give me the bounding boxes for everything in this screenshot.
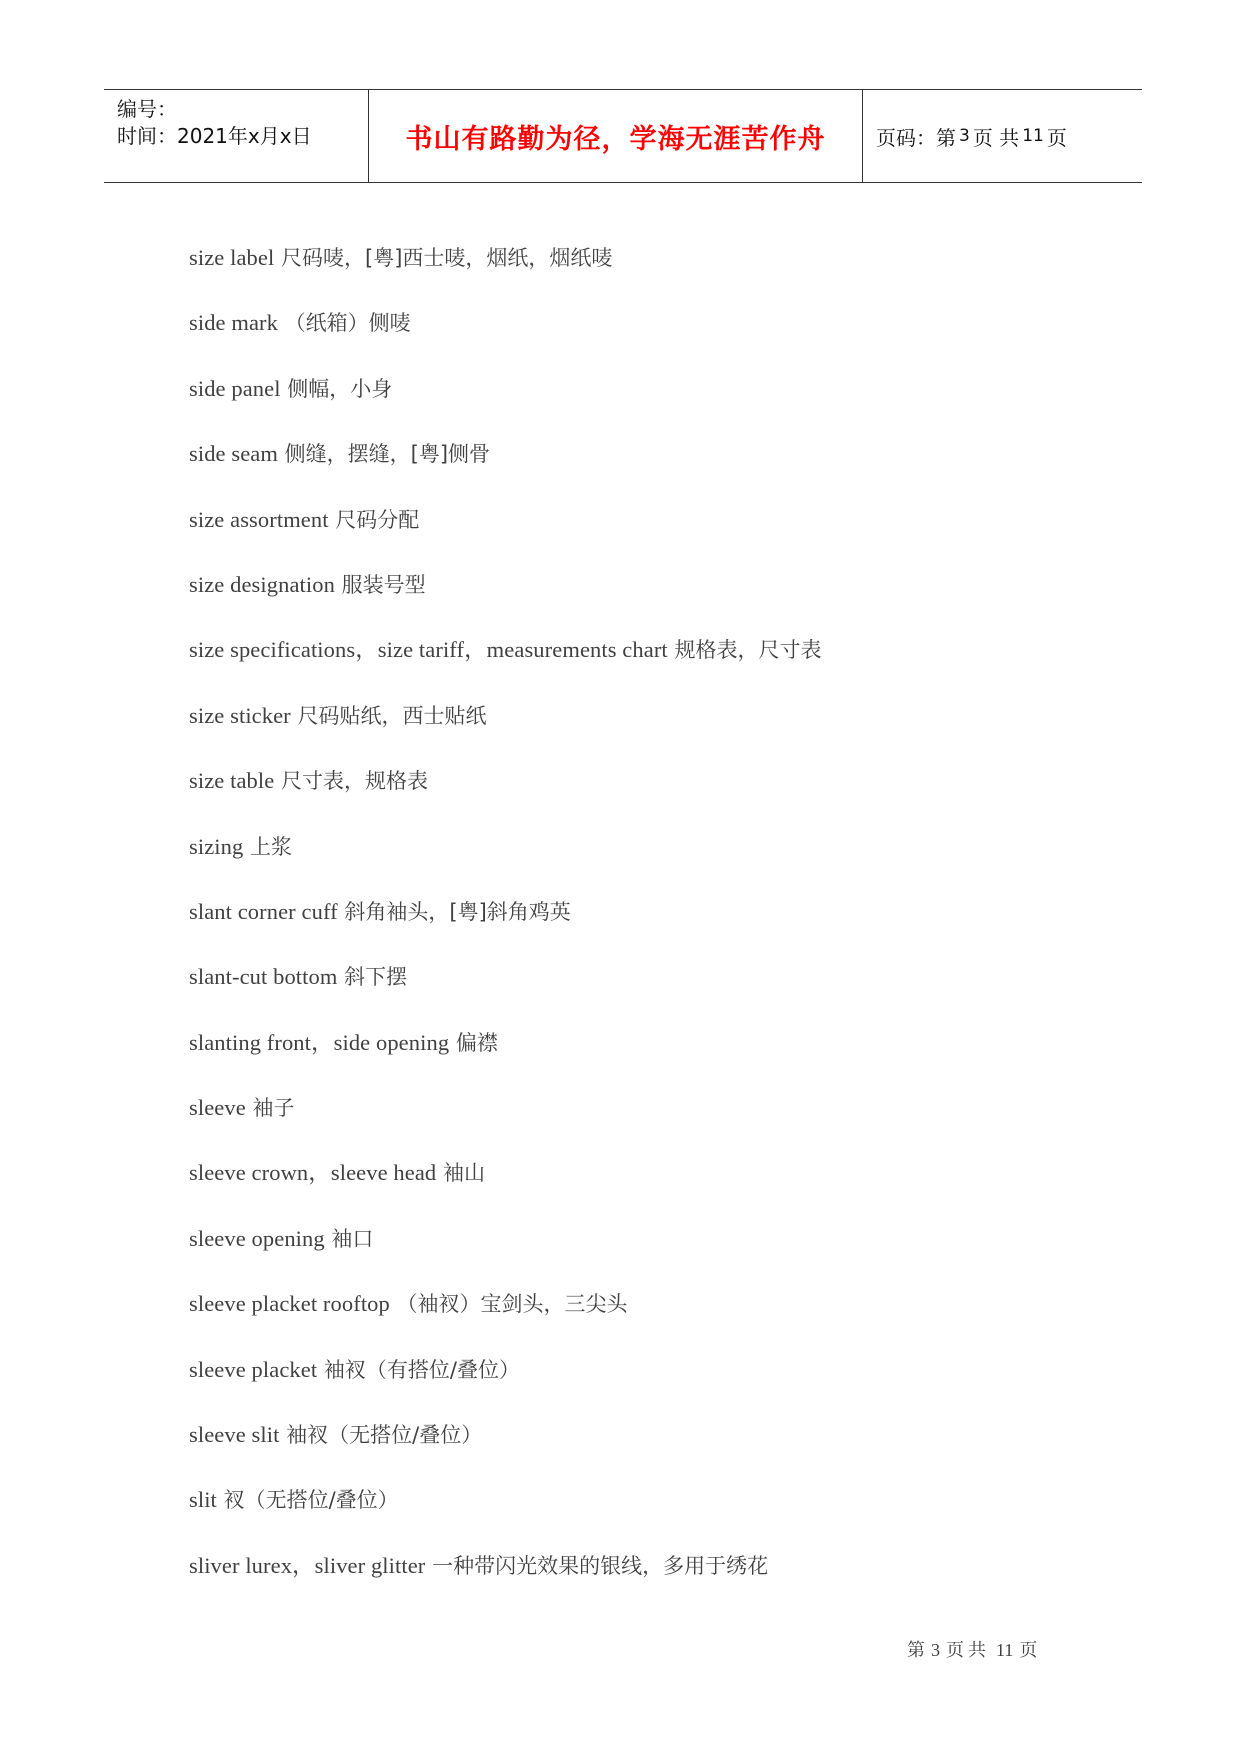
glossary-entry (189, 505, 821, 570)
term-english: side panel (189, 375, 281, 401)
header-page-suffix: 页 (1046, 125, 1067, 150)
term-chinese: 斜角袖头，[粤]斜角鸡英 (337, 899, 571, 924)
term-english: sleeve placket rooftop (189, 1291, 390, 1317)
term-english: sliver lurex，sliver glitter (189, 1552, 426, 1578)
page-footer (907, 1636, 1037, 1662)
term-english: sleeve slit (189, 1422, 280, 1448)
header-meta-cell (104, 90, 369, 182)
document-number-label: 编号： (117, 97, 177, 121)
footer-page-mid: 页 (946, 1640, 964, 1661)
term-english: size label (189, 245, 275, 270)
term-english: sleeve placket (189, 1356, 318, 1382)
term-english: size specifications，size tariff，measurements chart (189, 637, 668, 663)
glossary-entry (189, 701, 821, 766)
glossary-entry (189, 1551, 821, 1616)
term-english: size assortment (189, 506, 329, 532)
term-chinese: （袖衩）宝剑头，三尖头 (389, 1292, 628, 1317)
term-chinese: 袖衩（有搭位/叠位） (317, 1357, 520, 1382)
header-page-prefix: 页码：第 (876, 125, 956, 150)
term-english: slit (189, 1487, 217, 1513)
footer-total-prefix: 共 (968, 1640, 986, 1661)
term-chinese: 袖口 (324, 1226, 374, 1251)
header-motto-cell (369, 90, 863, 182)
document-time-label: 时间：2021年x月x日 (117, 124, 312, 148)
term-chinese: 侧幅，小身 (280, 376, 393, 401)
header-page-mid: 页 共 (972, 125, 1020, 150)
glossary-entry (189, 374, 821, 439)
header-page-total: 11 (1022, 126, 1044, 146)
term-english: size sticker (189, 702, 291, 728)
term-english: size designation (189, 571, 335, 597)
term-chinese: 袖衩（无搭位/叠位） (279, 1423, 483, 1448)
term-english: slanting front，side opening (189, 1029, 450, 1055)
term-chinese: 服装号型 (334, 572, 426, 597)
term-chinese: 袖山 (436, 1161, 485, 1186)
term-chinese: 尺码贴纸，西士贴纸 (290, 703, 487, 728)
glossary-entry (189, 635, 821, 700)
term-english: sleeve opening (189, 1225, 325, 1251)
glossary-entry (189, 1420, 821, 1485)
header-page-cell (863, 90, 1142, 182)
header-page-current: 3 (959, 126, 970, 146)
term-english: slant corner cuff (189, 898, 338, 924)
footer-page-current: 3 (931, 1640, 940, 1660)
glossary-entry (189, 1355, 821, 1420)
glossary-entry (189, 308, 821, 373)
term-english: slant-cut bottom (189, 964, 338, 990)
glossary-entry (189, 439, 821, 504)
footer-page-suffix: 页 (1019, 1640, 1038, 1661)
glossary-entry (189, 1093, 821, 1158)
term-english: sizing (189, 833, 244, 859)
glossary-entry (189, 832, 821, 897)
glossary-entry (189, 962, 821, 1027)
glossary-list (189, 243, 821, 1616)
term-chinese: 斜下摆 (337, 965, 408, 990)
glossary-entry (189, 1485, 821, 1550)
term-chinese: 衩（无搭位/叠位） (216, 1488, 399, 1513)
term-english: side mark (189, 310, 278, 336)
glossary-entry (189, 1028, 821, 1093)
term-english: sleeve crown，sleeve head (189, 1160, 437, 1186)
glossary-entry (189, 897, 821, 962)
term-english: size table (189, 768, 275, 794)
term-chinese: 偏襟 (449, 1030, 498, 1055)
term-chinese: 一种带闪光效果的银线，多用于绣花 (425, 1553, 769, 1578)
term-chinese: 尺码唛，[粤]西士唛，烟纸，烟纸唛 (274, 246, 613, 270)
term-chinese: （纸箱）侧唛 (278, 311, 411, 336)
term-english: sleeve (189, 1095, 246, 1121)
term-chinese: 侧缝，摆缝，[粤]侧骨 (278, 442, 491, 467)
term-chinese: 上浆 (243, 834, 293, 859)
term-chinese: 尺寸表，规格表 (274, 769, 429, 794)
glossary-entry (189, 243, 821, 308)
glossary-entry (189, 570, 821, 635)
page-header (104, 89, 1142, 183)
footer-page-prefix: 第 (907, 1640, 925, 1661)
term-chinese: 尺码分配 (328, 507, 420, 532)
term-chinese: 袖子 (245, 1096, 295, 1121)
glossary-entry (189, 1224, 821, 1289)
term-chinese: 规格表，尺寸表 (667, 638, 822, 663)
header-motto: 书山有路勤为径，学海无涯苦作舟 (405, 123, 826, 155)
glossary-entry (189, 1289, 821, 1354)
footer-page-total: 11 (996, 1640, 1014, 1660)
glossary-entry (189, 1158, 821, 1223)
term-english: side seam (189, 441, 278, 467)
glossary-entry (189, 766, 821, 831)
